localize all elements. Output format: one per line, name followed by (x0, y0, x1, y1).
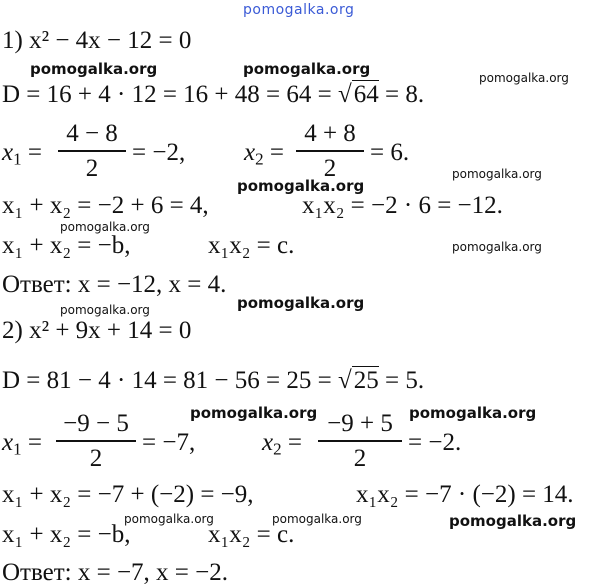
p1-x2-bar (296, 150, 364, 152)
p1-equation-line (2, 28, 191, 53)
p1-vieta-prod: x₁x₂ = −2 · 6 = −12. (302, 192, 503, 219)
watermark-1: pomogalka.org (30, 60, 158, 78)
p1-vieta-prod-rule: x₁x₂ = c. (208, 232, 295, 259)
p2-disc-right: = 5. (378, 367, 425, 394)
p2-x1-result: = −7, (142, 429, 196, 456)
p1-sqrt-sign: √ (337, 81, 352, 108)
watermark-13: pomogalka.org (272, 512, 362, 526)
p2-x1-fraction (56, 411, 136, 471)
p1-x2-fraction (296, 121, 364, 181)
p2-x2-bar (318, 440, 402, 442)
p2-equation-line (2, 318, 191, 343)
p1-x1-label: $x_1$ = (2, 139, 42, 169)
p2-x1-bar (56, 440, 136, 442)
watermark-2: pomogalka.org (243, 60, 371, 78)
p2-number: 2) (2, 317, 23, 344)
p1-x1-fraction (58, 121, 126, 181)
p2-x2-fraction (318, 411, 402, 471)
p2-x1-label: $x_1$ = (2, 429, 42, 459)
p1-x1-bar (58, 150, 126, 152)
p1-equation: x² − 4x − 12 = 0 (29, 27, 192, 54)
p2-answer: Ответ: x = −7, x = −2. (2, 559, 229, 586)
p1-x2-numerator: 4 + 8 (304, 120, 356, 147)
watermark-14: pomogalka.org (449, 512, 577, 530)
p1-x1-result: = −2, (132, 139, 186, 166)
p1-x1-denominator: 2 (85, 154, 99, 182)
watermark-7: pomogalka.org (452, 240, 542, 254)
p2-disc-left: D = 81 − 4 · 14 = 81 − 56 = 25 = (2, 367, 338, 394)
p2-x1-numerator: −9 − 5 (63, 410, 129, 437)
p2-vieta-prod: x₁x₂ = −7 · (−2) = 14. (356, 481, 574, 508)
p2-equation: x² + 9x + 14 = 0 (29, 317, 192, 344)
watermark-10: pomogalka.org (190, 404, 318, 422)
p1-disc-root: 64 (353, 81, 379, 108)
watermark-3: pomogalka.org (479, 71, 569, 85)
p2-x2-sub: 2 (273, 439, 282, 459)
watermark-12: pomogalka.org (124, 512, 214, 526)
p2-x1-denominator: 2 (89, 444, 103, 472)
watermark-9: pomogalka.org (60, 303, 150, 317)
watermark-5: pomogalka.org (237, 177, 365, 195)
p2-x2-numerator: −9 + 5 (327, 410, 393, 437)
p1-vieta-sum-rule: x₁ + x₂ = −b, (2, 232, 131, 259)
p2-vieta-prod-rule: x₁x₂ = c. (208, 521, 295, 548)
p1-number: 1) (2, 27, 23, 54)
p1-vieta-sum: x₁ + x₂ = −2 + 6 = 4, (2, 192, 209, 219)
p1-answer: Ответ: x = −12, x = 4. (2, 271, 227, 298)
p2-x1-sub: 1 (13, 439, 22, 459)
p1-x1-sub: 1 (13, 149, 22, 169)
p1-disc-right: = 8. (378, 81, 425, 108)
watermark-4: pomogalka.org (452, 167, 542, 181)
p2-x2-result: = −2. (408, 429, 462, 456)
p1-discriminant (2, 82, 424, 107)
p2-x2-var: x (262, 429, 274, 456)
watermark-11: pomogalka.org (409, 404, 537, 422)
watermark-6: pomogalka.org (60, 220, 150, 234)
p2-x2-denominator: 2 (353, 444, 367, 472)
p1-x1-var: x (2, 139, 14, 166)
p2-discriminant (2, 368, 424, 393)
p2-x1-var: x (2, 429, 14, 456)
watermark-8: pomogalka.org (237, 294, 365, 312)
p1-x2-denominator: 2 (323, 154, 337, 182)
p1-x1-numerator: 4 − 8 (66, 120, 118, 147)
p2-vieta-sum-rule: x₁ + x₂ = −b, (2, 521, 131, 548)
p1-disc-left: D = 16 + 4 · 12 = 16 + 48 = 64 = (2, 81, 338, 108)
p2-disc-root: 25 (353, 367, 379, 394)
p2-sqrt-sign: √ (337, 367, 352, 394)
p1-x2-sub: 2 (255, 149, 264, 169)
p1-x2-result: = 6. (370, 139, 410, 166)
watermark-top: pomogalka.org (243, 2, 355, 18)
p1-x2-var: x (244, 139, 256, 166)
p1-x2-label: $x_2$ = (244, 139, 284, 169)
p2-x2-label: $x_2$ = (262, 429, 302, 459)
p2-vieta-sum: x₁ + x₂ = −7 + (−2) = −9, (2, 481, 254, 508)
